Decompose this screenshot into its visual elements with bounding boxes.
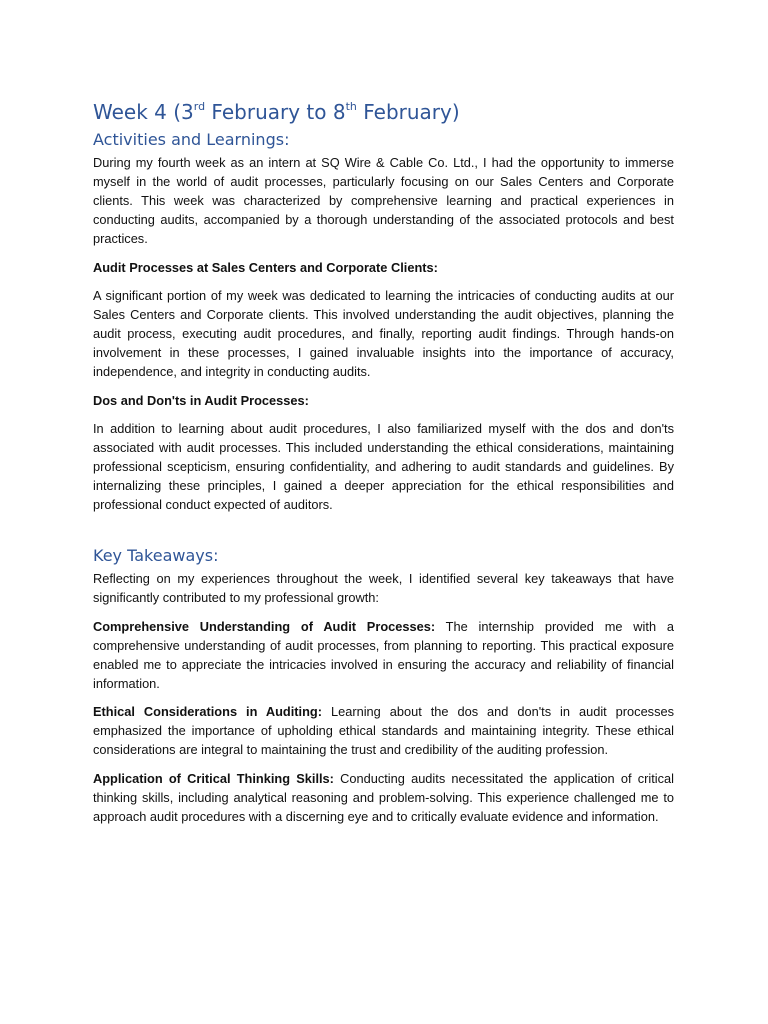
title-middle: February to 8: [205, 100, 346, 124]
title-superscript-th: th: [345, 100, 357, 114]
audit-processes-subheading: Audit Processes at Sales Centers and Corporate Clients:: [93, 259, 438, 275]
takeaway-label: Application of Critical Thinking Skills:: [93, 770, 334, 786]
title-suffix: February): [356, 100, 460, 124]
activities-heading: Activities and Learnings:: [93, 130, 290, 149]
key-takeaways-intro-paragraph: Reflecting on my experiences throughout the week, I identified several key takeaways that have significantly contributed to my professional growth:: [93, 571, 674, 605]
document-page: [93, 98, 674, 835]
takeaway-item: [93, 702, 674, 759]
takeaway-label: Comprehensive Understanding of Audit Processes:: [93, 618, 436, 634]
title-superscript-rd: rd: [193, 100, 206, 114]
audit-processes-paragraph: A significant portion of my week was dedicated to learning the intricacies of conducting audits at our Sales Centers and Corporate clients. This involved understanding the audit objectives, planning the audit process, executing audit procedures, and finally, reporting audit findings. Through hands-on involvement in these processes, I gained invaluable insights into the importance of accuracy, independence, and integrity in conducting audits.: [93, 288, 674, 379]
key-takeaways-heading: Key Takeaways:: [93, 546, 219, 565]
takeaway-text: Learning about the dos and don'ts in audit processes emphasized the importance of upholding ethical standards and maintaining integrity. These ethical considerations are integral to maintaining the trust and credibility of the auditing profession.: [93, 704, 674, 757]
dos-donts-paragraph: In addition to learning about audit procedures, I also familiarized myself with the dos and don'ts associated with audit processes. This included understanding the ethical considerations, maintaining professional scepticism, ensuring confidentiality, and adhering to audit standards and guidelines. By internalizing these principles, I gained a deeper appreciation for the ethical responsibilities and professional conduct expected of auditors.: [93, 421, 674, 512]
takeaway-text: The internship provided me with a comprehensive understanding of audit processes, from planning to reporting. This practical exposure enabled me to appreciate the intricacies involved in ensuring the accuracy and reliability of financial information.: [93, 618, 674, 691]
dos-donts-subheading: Dos and Don'ts in Audit Processes:: [93, 392, 309, 408]
title-prefix: Week 4 (3: [93, 100, 194, 124]
takeaway-item: [93, 769, 674, 826]
page-title: [93, 98, 674, 126]
activities-intro-paragraph: During my fourth week as an intern at SQ Wire & Cable Co. Ltd., I had the opportunity to immerse myself in the world of audit processes, particularly focusing on our Sales Centers and Corporate clients. This week was characterized by comprehensive learning and practical experiences in conducting audits, accompanied by a thorough understanding of the associated protocols and best practices.: [93, 155, 674, 246]
takeaway-item: [93, 617, 674, 693]
takeaway-text: Conducting audits necessitated the application of critical thinking skills, including analytical reasoning and problem-solving. This experience challenged me to approach audit procedures with a discerning eye and to critically evaluate evidence and information.: [93, 770, 674, 824]
takeaway-label: Ethical Considerations in Auditing:: [93, 704, 323, 719]
